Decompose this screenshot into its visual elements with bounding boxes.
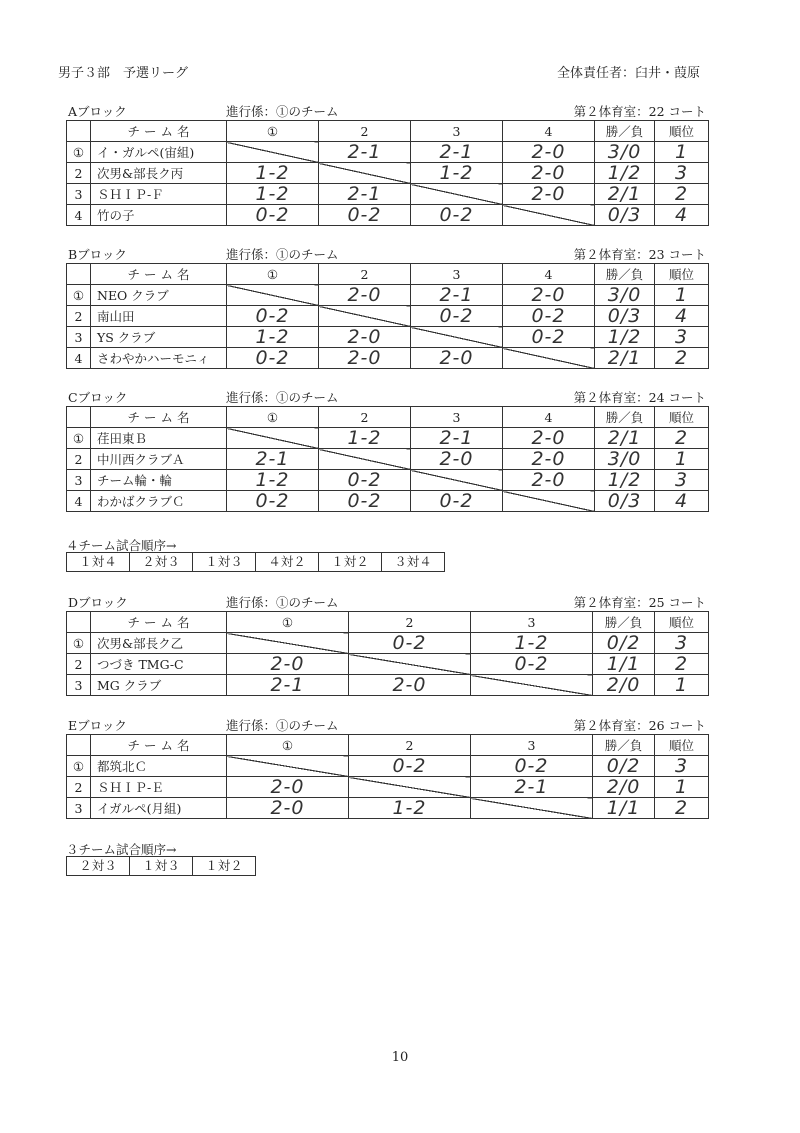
score-cell: 0-2: [503, 327, 595, 348]
score-cell: 1-2: [411, 163, 503, 184]
page-header-title: 男子３部 予選リーグ: [58, 66, 189, 81]
block-progress: 進行係：①のチーム: [226, 247, 339, 262]
win-loss-cell: 3/0: [595, 142, 655, 163]
block-room: 第２体育室：23 コート: [573, 247, 706, 262]
diagonal-cell: [349, 654, 471, 675]
score-cell: 2-0: [227, 654, 349, 675]
score-cell: 2-1: [411, 142, 503, 163]
standings-table: [66, 406, 709, 512]
rank-cell: 4: [655, 306, 709, 327]
score-cell: 0-2: [319, 205, 411, 226]
score-cell: 1-2: [227, 163, 319, 184]
team-name: NEO クラブ: [91, 285, 227, 306]
block-room: 第２体育室：22 コート: [573, 104, 706, 119]
team-name: YS クラブ: [91, 327, 227, 348]
score-cell: 2-1: [319, 142, 411, 163]
table-row: [67, 756, 709, 777]
rank-cell: 3: [655, 470, 709, 491]
table-header-row: [67, 735, 709, 756]
table-header-row: [67, 612, 709, 633]
diagonal-cell: [227, 142, 319, 163]
score-cell: 0-2: [411, 491, 503, 512]
team-name: チーム輪・輪: [91, 470, 227, 491]
column-header: ①: [227, 612, 349, 633]
diagonal-cell: [503, 491, 595, 512]
table-row: [67, 184, 709, 205]
order4-list: [66, 552, 445, 572]
score-cell: 1-2: [471, 633, 593, 654]
standings-table: [66, 611, 709, 696]
table-row: [67, 306, 709, 327]
diagonal-cell: [471, 798, 593, 819]
team-number: 2: [67, 654, 91, 675]
win-loss-cell: 1/1: [593, 654, 655, 675]
table-row: [67, 654, 709, 675]
column-header: 勝／負: [593, 735, 655, 756]
team-name: 中川西クラブＡ: [91, 449, 227, 470]
team-number: 4: [67, 205, 91, 226]
score-cell: 2-1: [411, 285, 503, 306]
table-row: [67, 205, 709, 226]
score-cell: 0-2: [471, 756, 593, 777]
table-header-row: [67, 264, 709, 285]
table-row: [67, 163, 709, 184]
score-cell: 0-2: [411, 205, 503, 226]
team-number: 3: [67, 470, 91, 491]
column-header-team: チ ー ム 名: [91, 121, 227, 142]
column-header: 順位: [655, 121, 709, 142]
score-cell: 2-1: [227, 449, 319, 470]
table-row: [67, 285, 709, 306]
score-cell: 2-0: [227, 798, 349, 819]
header-cell: [67, 121, 91, 142]
order4-item: ３対４: [394, 554, 432, 569]
diagonal-cell: [319, 449, 411, 470]
score-cell: 2-1: [411, 428, 503, 449]
block-name: Dブロック: [68, 595, 128, 610]
team-number: 3: [67, 327, 91, 348]
order4-item: ２対３: [130, 553, 193, 571]
diagonal-cell: [227, 285, 319, 306]
diagonal-cell: [471, 675, 593, 696]
diagonal-cell: [503, 205, 595, 226]
score-cell: 2-0: [503, 163, 595, 184]
order3-item: １対３: [130, 857, 193, 875]
team-name: 次男&部長ク丙: [91, 163, 227, 184]
score-cell: 1-2: [227, 470, 319, 491]
block-progress: 進行係：①のチーム: [226, 390, 339, 405]
rank-cell: 1: [655, 777, 709, 798]
team-number: ①: [67, 142, 91, 163]
win-loss-cell: 3/0: [595, 285, 655, 306]
diagonal-cell: [227, 633, 349, 654]
diagonal-cell: [503, 348, 595, 369]
win-loss-cell: 0/3: [595, 205, 655, 226]
table-row: [67, 327, 709, 348]
score-cell: 0-2: [227, 306, 319, 327]
score-cell: 2-0: [319, 327, 411, 348]
order3-item: ２対３: [67, 857, 130, 875]
diagonal-cell: [411, 470, 503, 491]
table-row: [67, 348, 709, 369]
rank-cell: 3: [655, 633, 709, 654]
score-cell: 0-2: [471, 654, 593, 675]
diagonal-cell: [411, 184, 503, 205]
score-cell: 1-2: [227, 327, 319, 348]
order3-label: ３チーム試合順序→: [66, 842, 177, 857]
diagonal-cell: [319, 306, 411, 327]
team-name: 都筑北Ｃ: [91, 756, 227, 777]
column-header: 順位: [655, 407, 709, 428]
column-header: 4: [503, 264, 595, 285]
score-cell: 2-0: [503, 142, 595, 163]
score-cell: 0-2: [503, 306, 595, 327]
block-name: Cブロック: [68, 390, 128, 405]
rank-cell: 1: [655, 142, 709, 163]
column-header: 3: [411, 407, 503, 428]
win-loss-cell: 0/2: [593, 756, 655, 777]
score-cell: 0-2: [349, 633, 471, 654]
diagonal-cell: [319, 163, 411, 184]
win-loss-cell: 2/0: [593, 777, 655, 798]
rank-cell: 2: [655, 654, 709, 675]
team-number: 2: [67, 777, 91, 798]
header-cell: [67, 264, 91, 285]
block-2: [66, 388, 708, 512]
win-loss-cell: 2/1: [595, 348, 655, 369]
score-cell: 2-0: [411, 348, 503, 369]
column-header: ①: [227, 735, 349, 756]
column-header: ①: [227, 407, 319, 428]
column-header: 順位: [655, 612, 709, 633]
block-name: Bブロック: [68, 247, 127, 262]
header-cell: [67, 612, 91, 633]
block-3: [66, 593, 708, 696]
score-cell: 2-0: [349, 675, 471, 696]
column-header: 勝／負: [595, 264, 655, 285]
block-progress: 進行係：①のチーム: [226, 595, 339, 610]
score-cell: 0-2: [319, 470, 411, 491]
win-loss-cell: 1/2: [595, 470, 655, 491]
score-cell: 2-0: [503, 184, 595, 205]
team-number: 2: [67, 163, 91, 184]
block-header: [66, 245, 708, 263]
column-header: ①: [227, 264, 319, 285]
team-number: 2: [67, 449, 91, 470]
team-number: ①: [67, 756, 91, 777]
order4-item: １対４: [67, 553, 130, 571]
win-loss-cell: 1/2: [595, 327, 655, 348]
order3-list: [66, 856, 256, 876]
block-progress: 進行係：①のチーム: [226, 718, 339, 733]
order4-label: ４チーム試合順序→: [66, 538, 177, 553]
team-number: ①: [67, 633, 91, 654]
score-cell: 1-2: [227, 184, 319, 205]
table-row: [67, 675, 709, 696]
team-name: 次男&部長ク乙: [91, 633, 227, 654]
table-header-row: [67, 121, 709, 142]
win-loss-cell: 0/3: [595, 306, 655, 327]
standings-table: [66, 263, 709, 369]
score-cell: 2-1: [319, 184, 411, 205]
score-cell: 0-2: [319, 491, 411, 512]
rank-cell: 1: [655, 449, 709, 470]
column-header-team: チ ー ム 名: [91, 264, 227, 285]
team-name: ＳＨＩＰ-Ｆ: [91, 184, 227, 205]
column-header-team: チ ー ム 名: [91, 735, 227, 756]
rank-cell: 1: [655, 675, 709, 696]
page-number: 10: [391, 1050, 409, 1065]
team-number: 3: [67, 675, 91, 696]
score-cell: 0-2: [227, 348, 319, 369]
block-room: 第２体育室：26 コート: [573, 718, 706, 733]
score-cell: 0-2: [227, 491, 319, 512]
block-header: [66, 593, 708, 611]
score-cell: 0-2: [411, 306, 503, 327]
score-cell: 2-0: [503, 428, 595, 449]
diagonal-cell: [227, 428, 319, 449]
rank-cell: 4: [655, 491, 709, 512]
win-loss-cell: 1/1: [593, 798, 655, 819]
block-room: 第２体育室：25 コート: [573, 595, 706, 610]
order4-item: １対２: [319, 553, 382, 571]
diagonal-cell: [411, 327, 503, 348]
win-loss-cell: 1/2: [595, 163, 655, 184]
win-loss-cell: 3/0: [595, 449, 655, 470]
table-row: [67, 777, 709, 798]
rank-cell: 2: [655, 184, 709, 205]
block-header: [66, 388, 708, 406]
table-header-row: [67, 407, 709, 428]
header-cell: [67, 735, 91, 756]
rank-cell: 3: [655, 163, 709, 184]
block-header: [66, 716, 708, 734]
column-header: 勝／負: [595, 407, 655, 428]
column-header: 2: [319, 407, 411, 428]
score-cell: 1-2: [319, 428, 411, 449]
column-header: ①: [227, 121, 319, 142]
table-row: [67, 470, 709, 491]
standings-table: [66, 120, 709, 226]
team-number: 4: [67, 348, 91, 369]
team-number: ①: [67, 428, 91, 449]
table-row: [67, 798, 709, 819]
score-cell: 2-0: [411, 449, 503, 470]
rank-cell: 2: [655, 348, 709, 369]
table-row: [67, 142, 709, 163]
win-loss-cell: 0/2: [593, 633, 655, 654]
block-name: Aブロック: [68, 104, 127, 119]
team-number: 3: [67, 798, 91, 819]
column-header: 3: [411, 264, 503, 285]
rank-cell: 2: [655, 428, 709, 449]
score-cell: 2-0: [319, 285, 411, 306]
column-header-team: チ ー ム 名: [91, 407, 227, 428]
team-name: 南山田: [91, 306, 227, 327]
team-name: さわやかハーモニィ: [91, 348, 227, 369]
column-header: 3: [471, 735, 593, 756]
rank-cell: 1: [655, 285, 709, 306]
score-cell: 0-2: [349, 756, 471, 777]
block-header: [66, 102, 708, 120]
team-name: MG クラブ: [91, 675, 227, 696]
score-cell: 2-1: [471, 777, 593, 798]
score-cell: 1-2: [349, 798, 471, 819]
win-loss-cell: 2/1: [595, 428, 655, 449]
score-cell: 2-0: [503, 285, 595, 306]
column-header: 2: [349, 735, 471, 756]
column-header: 順位: [655, 264, 709, 285]
team-number: 2: [67, 306, 91, 327]
team-number: 3: [67, 184, 91, 205]
team-name: ＳＨＩＰ-Ｅ: [91, 777, 227, 798]
block-progress: 進行係：①のチーム: [226, 104, 339, 119]
score-cell: 0-2: [227, 205, 319, 226]
rank-cell: 3: [655, 327, 709, 348]
block-name: Eブロック: [68, 718, 127, 733]
team-name: 竹の子: [91, 205, 227, 226]
diagonal-cell: [227, 756, 349, 777]
table-row: [67, 449, 709, 470]
block-4: [66, 716, 708, 819]
column-header: 2: [319, 121, 411, 142]
column-header: 勝／負: [595, 121, 655, 142]
score-cell: 2-0: [319, 348, 411, 369]
table-row: [67, 633, 709, 654]
column-header: 4: [503, 407, 595, 428]
order4-item: ４対２: [256, 553, 319, 571]
block-0: [66, 102, 708, 226]
table-row: [67, 491, 709, 512]
score-cell: 2-0: [503, 470, 595, 491]
column-header: 2: [349, 612, 471, 633]
team-name: わかばクラブＣ: [91, 491, 227, 512]
column-header: 勝／負: [593, 612, 655, 633]
block-room: 第２体育室：24 コート: [573, 390, 706, 405]
header-cell: [67, 407, 91, 428]
column-header: 2: [319, 264, 411, 285]
column-header: 順位: [655, 735, 709, 756]
standings-table: [66, 734, 709, 819]
score-cell: 2-0: [503, 449, 595, 470]
column-header-team: チ ー ム 名: [91, 612, 227, 633]
score-cell: 2-0: [227, 777, 349, 798]
team-number: ①: [67, 285, 91, 306]
team-name: イ・ガルペ(宙組): [91, 142, 227, 163]
team-name: イガルペ(月組): [91, 798, 227, 819]
table-row: [67, 428, 709, 449]
column-header: 4: [503, 121, 595, 142]
rank-cell: 2: [655, 798, 709, 819]
block-1: [66, 245, 708, 369]
win-loss-cell: 2/0: [593, 675, 655, 696]
rank-cell: 4: [655, 205, 709, 226]
rank-cell: 3: [655, 756, 709, 777]
order4-item: １対３: [193, 553, 256, 571]
win-loss-cell: 0/3: [595, 491, 655, 512]
column-header: 3: [471, 612, 593, 633]
diagonal-cell: [349, 777, 471, 798]
column-header: 3: [411, 121, 503, 142]
order3-item: １対２: [205, 858, 243, 873]
team-name: 荏田東Ｂ: [91, 428, 227, 449]
score-cell: 2-1: [227, 675, 349, 696]
win-loss-cell: 2/1: [595, 184, 655, 205]
page-header-responsible: 全体責任者：臼井・葭原: [556, 66, 700, 81]
team-number: 4: [67, 491, 91, 512]
team-name: つづき TMG-C: [91, 654, 227, 675]
